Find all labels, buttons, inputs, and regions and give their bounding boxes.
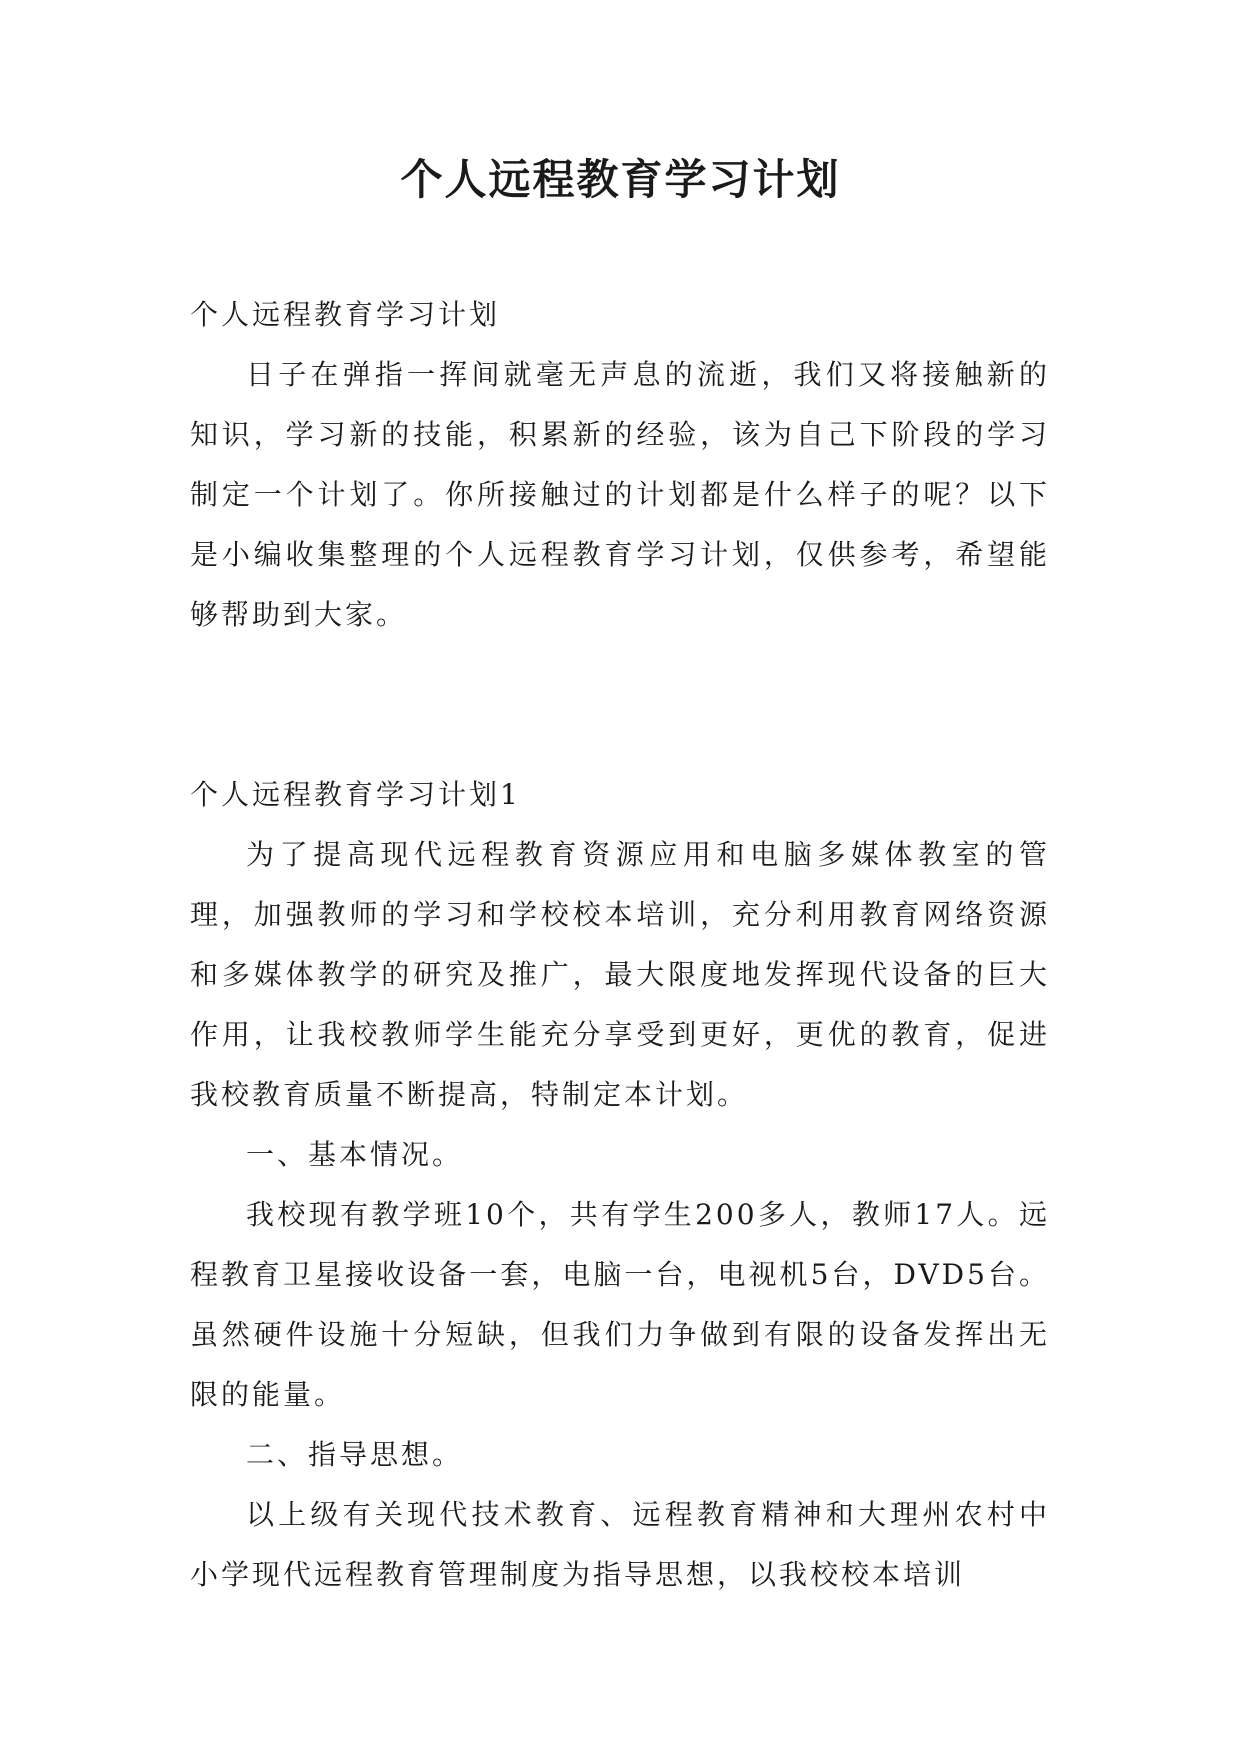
part1-paragraph: 我校现有教学班10个，共有学生200多人，教师17人。远程教育卫星接收设备一套，电脑一台，电视机5台，DVD5台。虽然硬件设施十分短缺，但我们力争做到有限的设备发挥出无限的能量。 bbox=[190, 1198, 1050, 1411]
part2-heading: 二、指导思想。 bbox=[246, 1438, 464, 1471]
intro-heading: 个人远程教育学习计划 bbox=[190, 298, 501, 331]
document-body bbox=[190, 285, 1050, 1605]
intro-paragraph: 日子在弹指一挥间就毫无声息的流逝，我们又将接触新的知识，学习新的技能，积累新的经验，该为自己下阶段的学习制定一个计划了。你所接触过的计划都是什么样子的呢？以下是小编收集整理的个人远程教育学习计划，仅供参考，希望能够帮助到大家。 bbox=[190, 358, 1050, 631]
part1-heading: 一、基本情况。 bbox=[246, 1138, 464, 1171]
part2-paragraph: 以上级有关现代技术教育、远程教育精神和大理州农村中小学现代远程教育管理制度为指导思想，以我校校本培训 bbox=[190, 1498, 1050, 1591]
section-gap bbox=[190, 645, 1050, 765]
section1-heading: 个人远程教育学习计划1 bbox=[190, 778, 521, 811]
section1-paragraph: 为了提高现代远程教育资源应用和电脑多媒体教室的管理，加强教师的学习和学校校本培训，充分利用教育网络资源和多媒体教学的研究及推广，最大限度地发挥现代设备的巨大作用，让我校教师学生能充分享受到更好，更优的教育，促进我校教育质量不断提高，特制定本计划。 bbox=[190, 838, 1050, 1111]
document-title: 个人远程教育学习计划 bbox=[400, 155, 841, 204]
